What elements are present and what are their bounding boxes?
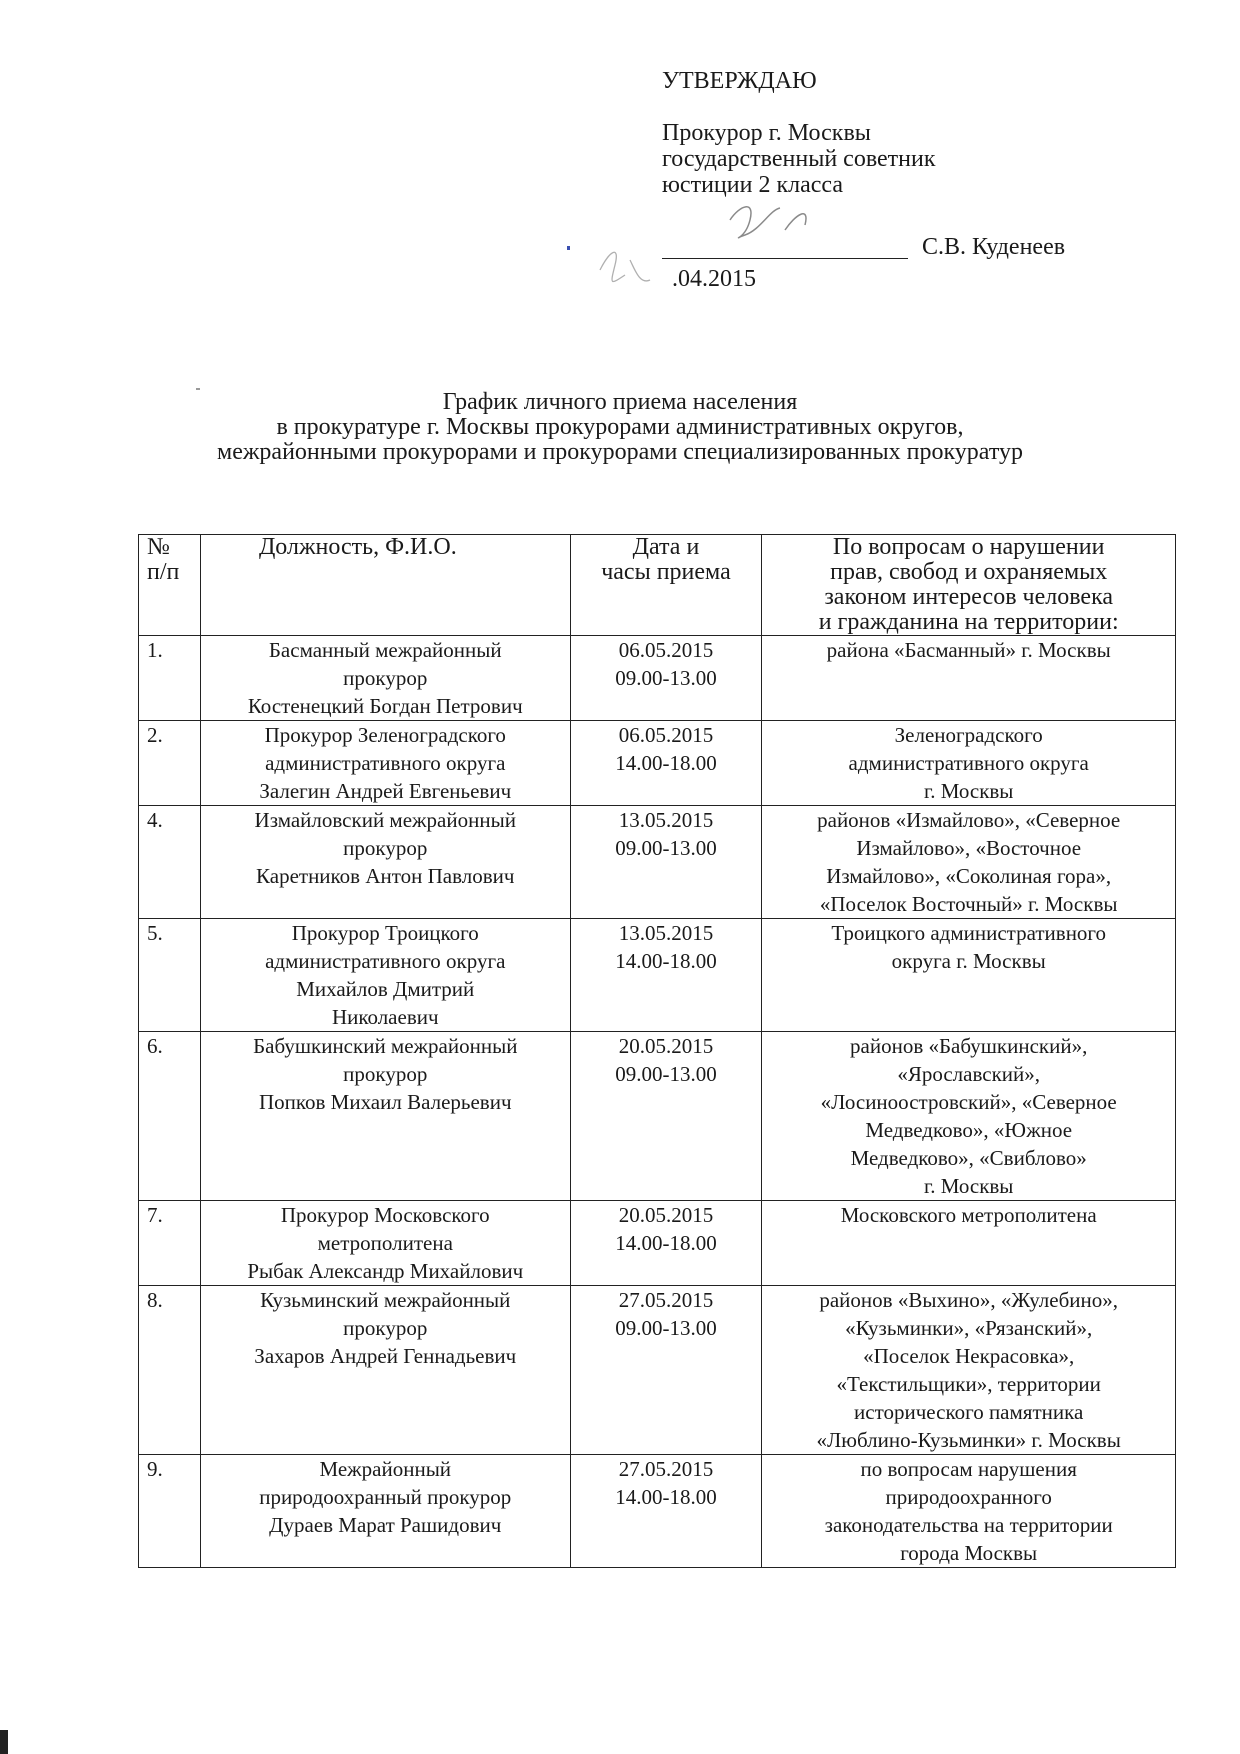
row-topics: района «Басманный» г. Москвы [762, 636, 1176, 721]
table-row [139, 1286, 1176, 1455]
table-row [139, 1201, 1176, 1286]
row-topics: районов «Бабушкинский», «Ярославский», «Лосиноостровский», «Северное Медведково», «Южное Медведково», «Свиблово» г. Москвы [762, 1032, 1176, 1201]
table-row [139, 919, 1176, 1032]
row-num: 9. [139, 1455, 201, 1568]
row-num: 5. [139, 919, 201, 1032]
row-position: Измайловский межрайонный прокурор Каретников Антон Павлович [200, 806, 570, 919]
signer-name: С.В. Куденеев [922, 234, 1066, 260]
row-position: Кузьминский межрайонный прокурор Захаров Андрей Геннадьевич [200, 1286, 570, 1455]
title-line: межрайонными прокурорами и прокурорами специализированных прокуратур [217, 439, 1023, 465]
table-row [139, 1455, 1176, 1568]
scan-edge [0, 1730, 8, 1754]
approval-block [662, 68, 936, 198]
table-row [139, 1032, 1176, 1201]
row-topics: районов «Выхино», «Жулебино», «Кузьминки», «Рязанский», «Поселок Некрасовка», «Текстильщики», территории исторического памятника «Люблино-Кузьминки» г. Москвы [762, 1286, 1176, 1455]
row-num: 6. [139, 1032, 201, 1201]
document-title [120, 390, 1120, 465]
title-line: в прокуратуре г. Москвы прокурорами административных округов, [276, 414, 964, 440]
approval-line: юстиции 2 класса [662, 172, 843, 198]
row-datetime: 06.05.2015 14.00-18.00 [570, 721, 762, 806]
table-row [139, 636, 1176, 721]
row-datetime: 20.05.2015 14.00-18.00 [570, 1201, 762, 1286]
row-position: Бабушкинский межрайонный прокурор Попков Михаил Валерьевич [200, 1032, 570, 1201]
row-topics: районов «Измайлово», «Северное Измайлово», «Восточное Измайлово», «Соколиная гора», «Поселок Восточный» г. Москвы [762, 806, 1176, 919]
row-topics: по вопросам нарушения природоохранного законодательства на территории города Москвы [762, 1455, 1176, 1568]
header-num: № п/п [139, 535, 201, 636]
approval-date: .04.2015 [672, 266, 756, 292]
row-position: Прокурор Троицкого административного округа Михайлов Дмитрий Николаевич [200, 919, 570, 1032]
row-topics: Троицкого административного округа г. Москвы [762, 919, 1176, 1032]
schedule-table [138, 534, 1176, 1568]
row-topics: Зеленоградского административного округа г. Москвы [762, 721, 1176, 806]
row-num: 8. [139, 1286, 201, 1455]
row-position: Прокурор Московского метрополитена Рыбак Александр Михайлович [200, 1201, 570, 1286]
scan-speck [567, 246, 570, 250]
row-num: 1. [139, 636, 201, 721]
row-datetime: 13.05.2015 09.00-13.00 [570, 806, 762, 919]
row-num: 2. [139, 721, 201, 806]
row-num: 4. [139, 806, 201, 919]
title-line: График личного приема населения [442, 389, 798, 415]
approval-title: УТВЕРЖДАЮ [662, 68, 817, 94]
scan-speck [196, 388, 200, 390]
row-num: 7. [139, 1201, 201, 1286]
table-row [139, 806, 1176, 919]
row-position: Межрайонный природоохранный прокурор Дураев Марат Рашидович [200, 1455, 570, 1568]
header-topics: По вопросам о нарушении прав, свобод и охраняемых законом интересов человека и гражданина на территории: [762, 535, 1176, 636]
table-header-row [139, 535, 1176, 636]
row-datetime: 27.05.2015 14.00-18.00 [570, 1455, 762, 1568]
approval-line: государственный советник [662, 146, 936, 172]
row-position: Прокурор Зеленоградского административного округа Залегин Андрей Евгеньевич [200, 721, 570, 806]
table-row [139, 721, 1176, 806]
signature-line [662, 258, 908, 259]
row-datetime: 06.05.2015 09.00-13.00 [570, 636, 762, 721]
approval-line: Прокурор г. Москвы [662, 120, 871, 146]
row-topics: Московского метрополитена [762, 1201, 1176, 1286]
row-datetime: 13.05.2015 14.00-18.00 [570, 919, 762, 1032]
header-datetime: Дата и часы приема [570, 535, 762, 636]
row-datetime: 27.05.2015 09.00-13.00 [570, 1286, 762, 1455]
row-datetime: 20.05.2015 09.00-13.00 [570, 1032, 762, 1201]
header-position: Должность, Ф.И.О. [200, 535, 570, 636]
row-position: Басманный межрайонный прокурор Костенецкий Богдан Петрович [200, 636, 570, 721]
